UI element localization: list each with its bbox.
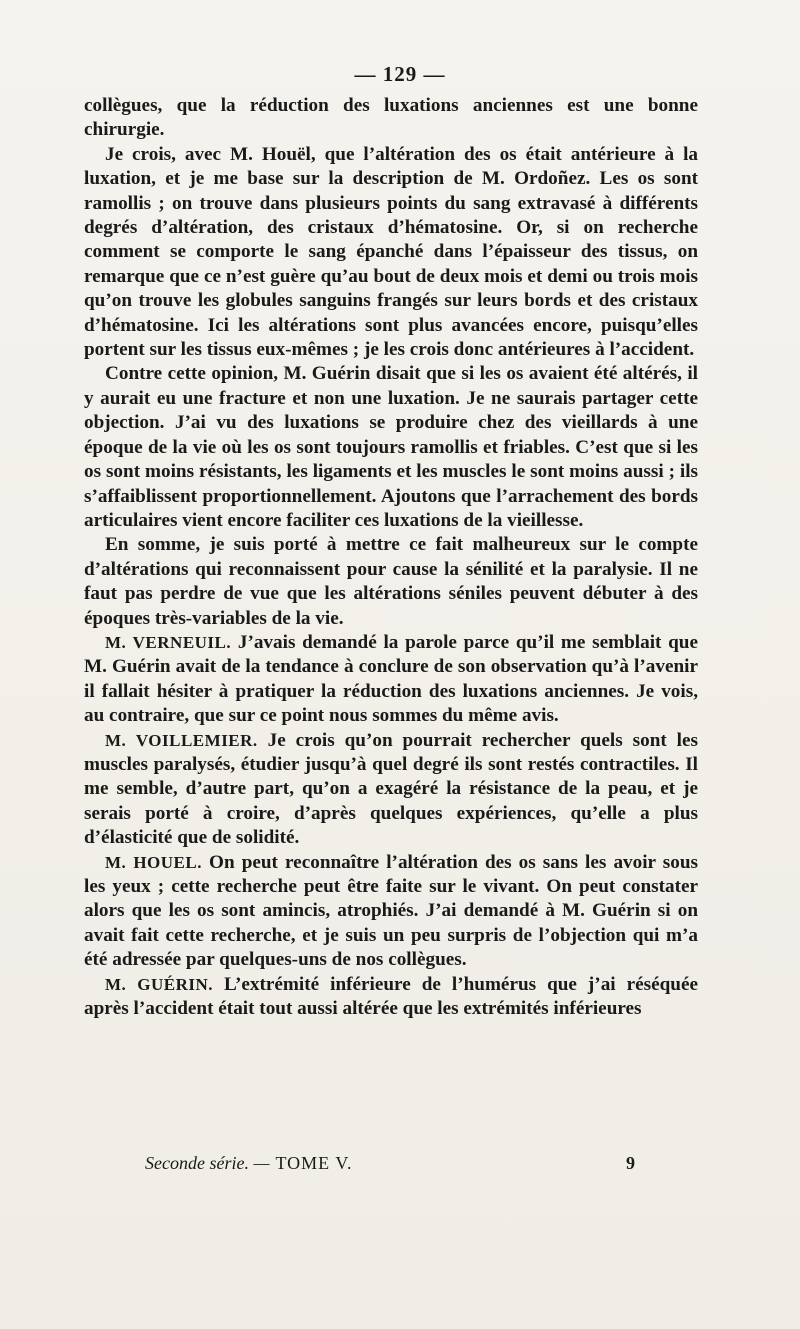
page-number: — 129 —: [354, 62, 446, 86]
speaker-name: M. HOUEL.: [105, 852, 202, 872]
series-label: [145, 1153, 353, 1174]
paragraph: En somme, je suis porté à mettre ce fait malheureux sur le compte d’altérations qui reconnaissent pour cause la sénilité et la paralysie. Il ne faut pas perdre de vue que les altérations séniles peuvent débuter à des époques très-variables de la vie.: [84, 534, 698, 629]
paragraph-continuation: collègues, que la réduction des luxations anciennes est une bonne chirurgie.: [84, 95, 698, 141]
series-text: Seconde série. —: [145, 1153, 270, 1173]
paragraph: Je crois, avec M. Houël, que l’altération des os était antérieure à la luxation, et je me base sur la description de M. Ordoñez. Les os sont ramollis ; on trouve dans plusieurs points du sang extravasé à différents degrés d’altération, des cristaux d’hématosine. Or, si on recherche comment se comporte le sang épanché dans l’épaisseur des tissus, on remarque que ce n’est guère qu’au bout de deux mois et demi ou trois mois qu’on trouve les globules sanguins frangés sur leurs bords et des cristaux d’hématosine. Ici les altérations sont plus avancées encore, puisqu’elles portent sur les tissus eux-mêmes ; je les crois donc antérieures à l’accident.: [84, 143, 698, 361]
paragraph: Contre cette opinion, M. Guérin disait que si les os avaient été altérés, il y aurait eu une fracture et non une luxation. Je ne saurais partager cette objection. J’ai vu des luxations se produire chez des vieillards à une époque de la vie où les os sont toujours ramollis et friables. C’est que si les os sont moins résistants, les ligaments et les muscles le sont moins aussi ; ils s’affaiblissent proportionnellement. Ajoutons que l’arrachement des bords articulaires vient encore faciliter ces luxations de la vieillesse.: [84, 363, 698, 531]
speaker-paragraph-guerin: [84, 973, 698, 1022]
signature-mark: 9: [626, 1153, 635, 1173]
speech-text: L’extrémité inférieure de l’humérus que j’ai réséquée après l’accident était tout aussi altérée que les extrémités inférieures: [84, 973, 698, 1020]
body-text: [84, 94, 698, 1021]
speaker-paragraph-verneuil: [84, 631, 698, 729]
page-footer: [145, 1153, 635, 1174]
speaker-name: M. VOILLEMIER.: [105, 730, 258, 750]
speaker-name: M. VERNEUIL.: [105, 632, 232, 652]
speech-text: On peut reconnaître l’altération des os sans les avoir sous les yeux ; cette recherche peut être faite sur le vivant. On peut constater alors que les os sont amincis, atrophiés. J’ai demandé à M. Guérin si on avait fait cette recherche, et je suis un peu surpris de l’objection qui m’a été adressée par quelques-uns de nos collègues.: [84, 851, 698, 971]
speech-text: Je crois qu’on pourrait rechercher quels sont les muscles paralysés, étudier jusqu’à quel degré ils sont restés contractiles. Il me semble, d’autre part, qu’on a exagéré la résistance de la peau, et je serais porté à croire, d’après quelques expériences, qu’elle a plus d’élasticité que de solidité.: [84, 729, 698, 849]
speech-text: J’avais demandé la parole parce qu’il me semblait que M. Guérin avait de la tendance à conclure de son observation qu’à l’avenir il fallait hésiter à pratiquer la réduction des luxations anciennes. Je vois, au contraire, que sur ce point nous sommes du même avis.: [84, 631, 698, 727]
speaker-name: M. GUÉRIN.: [105, 974, 213, 994]
speaker-paragraph-voillemier: [84, 729, 698, 851]
tome-text: TOME V.: [275, 1153, 353, 1173]
speaker-paragraph-houel: [84, 851, 698, 973]
